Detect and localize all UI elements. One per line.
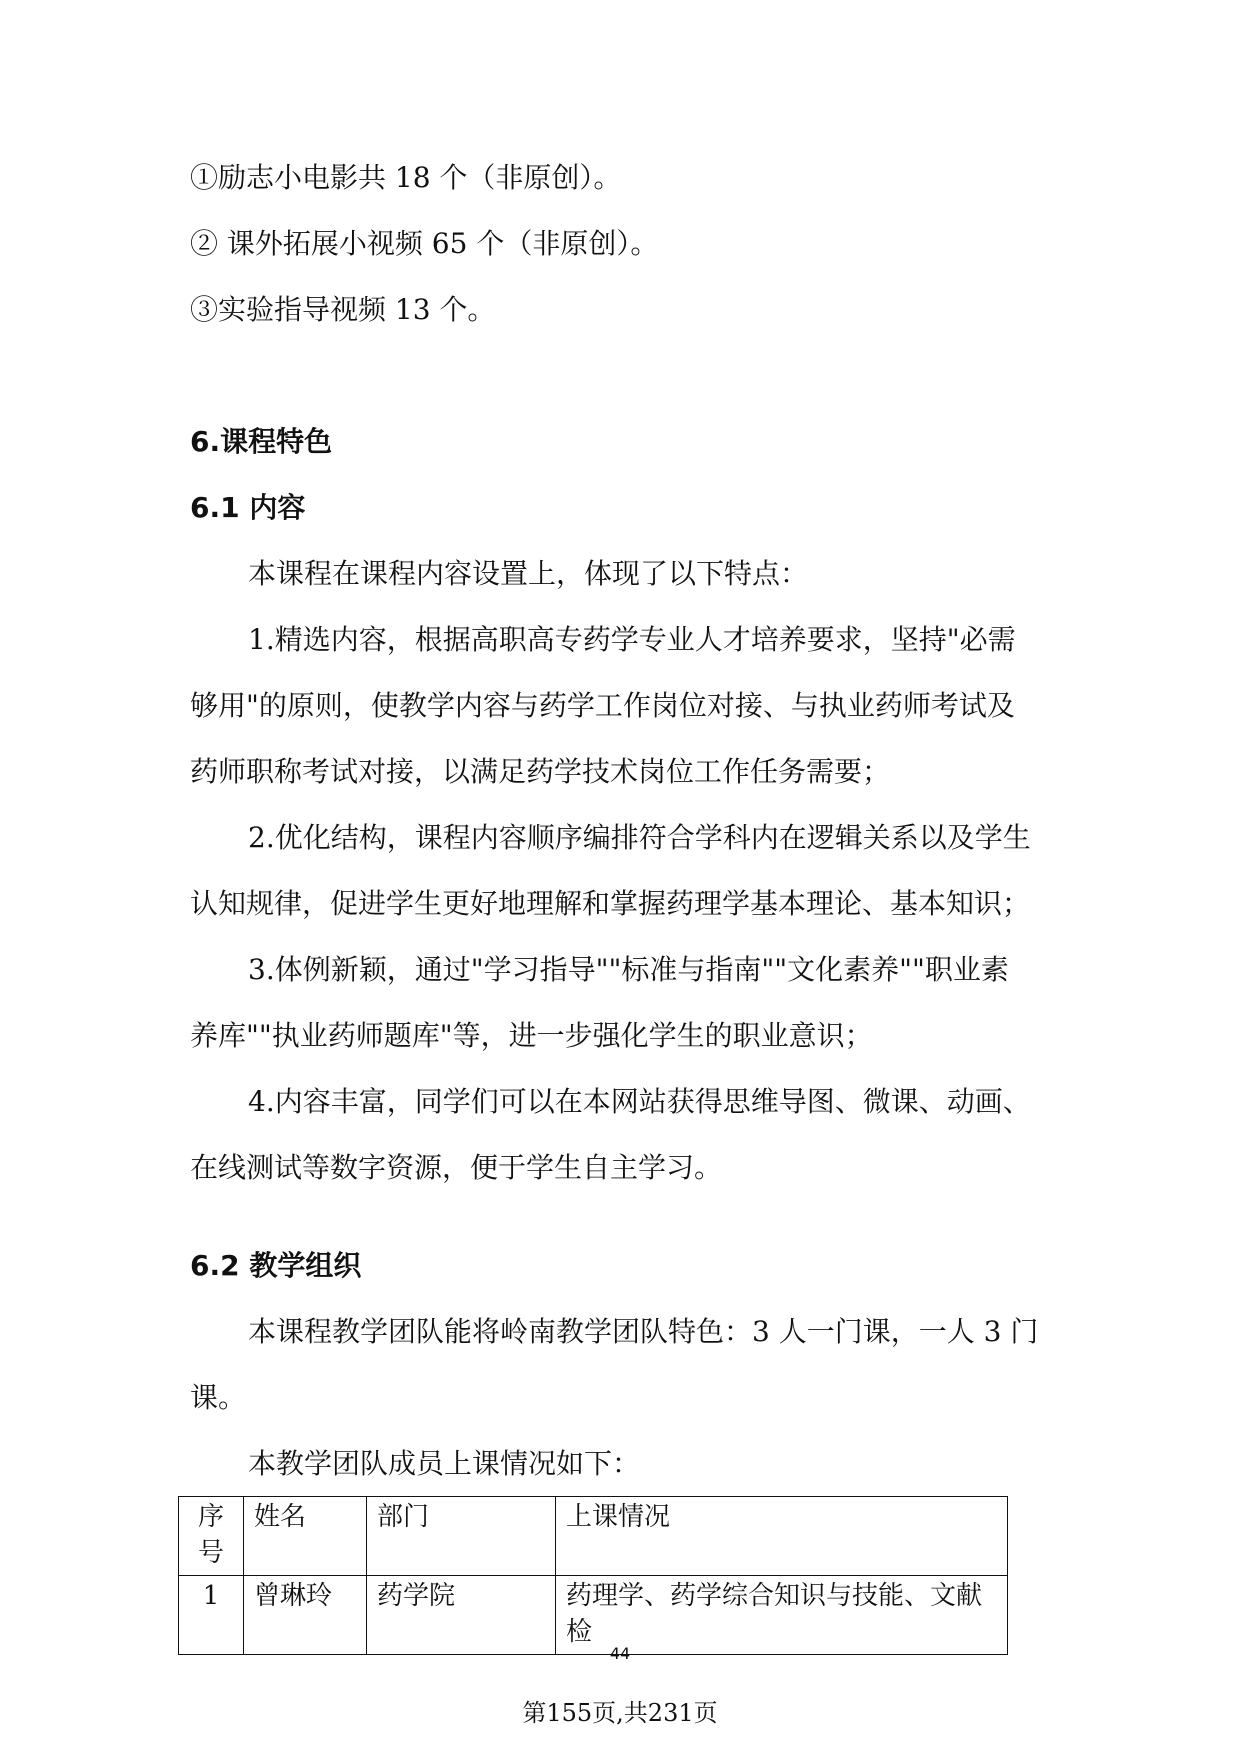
- paragraph-line: 认知规律，促进学生更好地理解和掌握药理学基本理论、基本知识；: [190, 887, 1031, 920]
- cell-courses: 药理学、药学综合知识与技能、文献检: [556, 1576, 1008, 1655]
- section-6-heading: 6.课程特色: [190, 425, 333, 458]
- header-dept: 部门: [367, 1497, 556, 1576]
- section-6-1-heading: 6.1 内容: [190, 491, 306, 524]
- list-item-3: ③实验指导视频 13 个。: [190, 293, 496, 326]
- paragraph-line: 药师职称考试对接，以满足药学技术岗位工作任务需要；: [190, 755, 891, 788]
- list-item-1: ①励志小电影共 18 个（非原创）。: [190, 161, 622, 194]
- page-footer: 第155页,共231页: [522, 1699, 718, 1727]
- paragraph-line: 1.精选内容，根据高职高专药学专业人才培养要求，坚持"必需: [248, 623, 1016, 656]
- team-table: [178, 1496, 1008, 1655]
- cell-seq: 1: [179, 1576, 244, 1655]
- header-courses: 上课情况: [556, 1497, 1008, 1576]
- paragraph-line: 4.内容丰富，同学们可以在本网站获得思维导图、微课、动画、: [248, 1085, 1031, 1118]
- paragraph-line: 本课程在课程内容设置上，体现了以下特点：: [248, 557, 809, 590]
- header-seq-line1: 序: [197, 1502, 224, 1532]
- paragraph-line: 3.体例新颖，通过"学习指导""标准与指南""文化素养""职业素: [248, 953, 1009, 986]
- paragraph-line: 养库""执业药师题库"等，进一步强化学生的职业意识；: [190, 1019, 873, 1052]
- list-item-2: ② 课外拓展小视频 65 个（非原创）。: [190, 227, 659, 260]
- paragraph-line: 课。: [190, 1381, 247, 1414]
- header-seq: [179, 1497, 244, 1576]
- paragraph-line: 在线测试等数字资源，便于学生自主学习。: [190, 1151, 723, 1184]
- paragraph-line: 够用"的原则，使教学内容与药学工作岗位对接、与执业药师考试及: [190, 689, 1015, 722]
- section-6-2-heading: 6.2 教学组织: [190, 1249, 362, 1282]
- header-seq-line2: 号: [197, 1538, 224, 1568]
- table-row: [179, 1576, 1008, 1655]
- paragraph-line: 2.优化结构，课程内容顺序编排符合学科内在逻辑关系以及学生: [248, 821, 1031, 854]
- table-header-row: [179, 1497, 1008, 1576]
- paragraph-line: 本课程教学团队能将岭南教学团队特色：3 人一门课，一人 3 门: [248, 1315, 1039, 1348]
- header-name: 姓名: [244, 1497, 367, 1576]
- cell-dept: 药学院: [367, 1576, 556, 1655]
- page-number: 44: [609, 1644, 631, 1663]
- cell-name: 曾琳玲: [244, 1576, 367, 1655]
- paragraph-line: 本教学团队成员上课情况如下：: [248, 1447, 641, 1480]
